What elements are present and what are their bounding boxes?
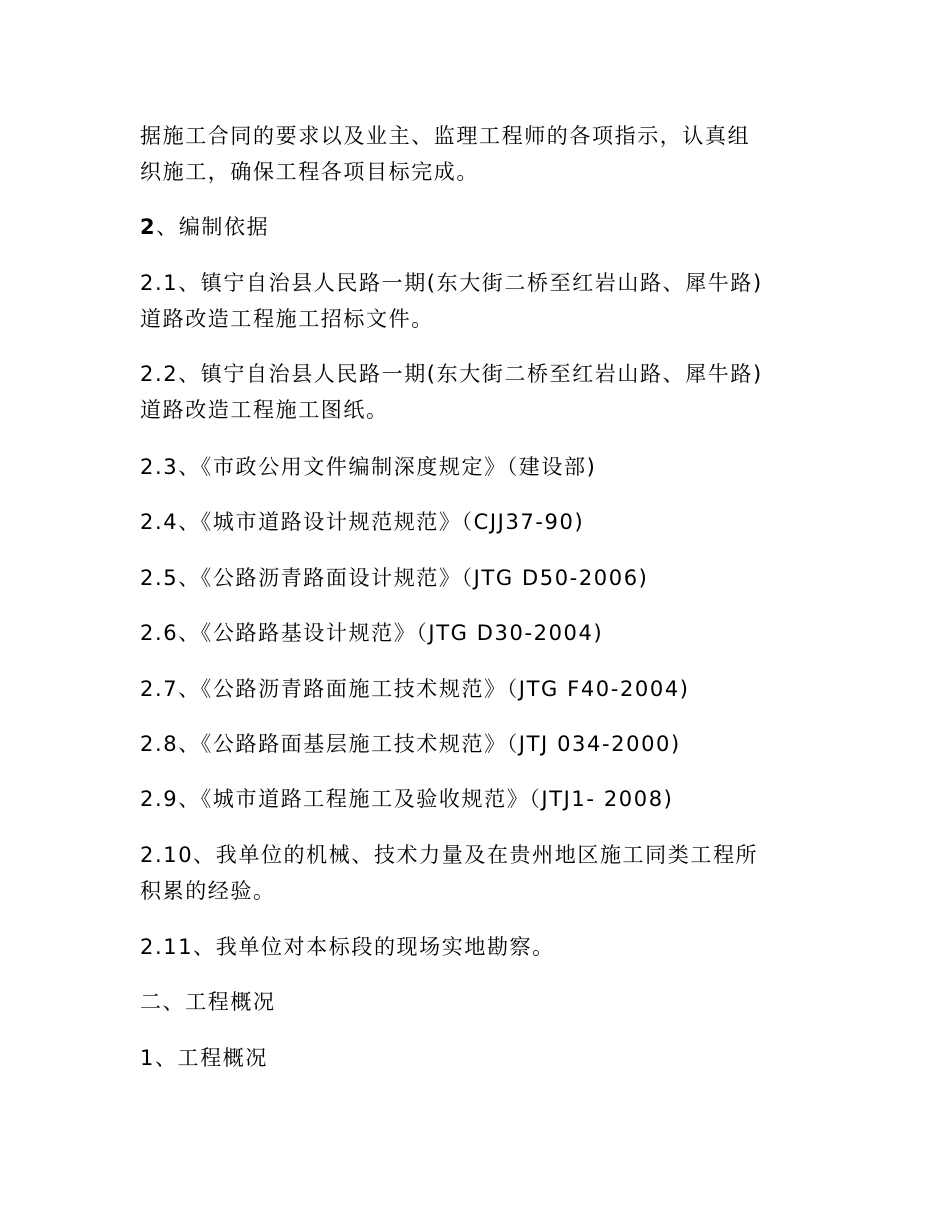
- basis-item-line-1: 2.3、《市政公用文件编制深度规定》（建设部): [140, 455, 597, 479]
- intro-line-1: 据施工合同的要求以及业主、监理工程师的各项指示，认真组: [140, 124, 751, 148]
- basis-item-2-11: [140, 929, 820, 965]
- basis-item-2-7: [140, 671, 820, 707]
- section-number: 2: [140, 215, 157, 239]
- basis-item-2-10: [140, 837, 820, 909]
- section-heading-overview: 1、工程概况: [140, 1046, 268, 1070]
- basis-item-2-9: [140, 781, 820, 817]
- basis-item-line-1: 2.11、我单位对本标段的现场实地勘察。: [140, 935, 555, 959]
- basis-item-line-1: 2.4、《城市道路设计规范规范》（CJJ37-90): [140, 510, 585, 534]
- basis-item-line-2: 道路改造工程施工图纸。: [140, 398, 389, 422]
- basis-item-line-1: 2.8、《公路路面基层施工技术规范》（JTJ 034-2000): [140, 732, 681, 756]
- chapter-heading-overview: 二、工程概况: [140, 990, 276, 1014]
- basis-item-line-2: 道路改造工程施工招标文件。: [140, 307, 434, 331]
- basis-item-line-1: 2.5、《公路沥青路面设计规范》（JTG D50-2006): [140, 566, 649, 590]
- basis-item-2-1: [140, 265, 820, 337]
- basis-item-line-1: 2.10、我单位的机械、技术力量及在贵州地区施工同类工程所: [140, 843, 759, 867]
- section-heading-basis: [140, 209, 820, 245]
- basis-item-line-1: 2.6、《公路路基设计规范》（JTG D30-2004): [140, 621, 604, 645]
- basis-item-line-1: 2.9、《城市道路工程施工及验收规范》（JTJ1- 2008): [140, 787, 674, 811]
- basis-item-line-1: 2.1、镇宁自治县人民路一期(东大街二桥至红岩山路、犀牛路): [140, 271, 763, 295]
- basis-item-2-2: [140, 356, 820, 428]
- basis-item-line-1: 2.7、《公路沥青路面施工技术规范》（JTG F40-2004): [140, 677, 690, 701]
- intro-line-2: 织施工，确保工程各项目标完成。: [140, 160, 479, 184]
- intro-paragraph: [140, 118, 820, 190]
- basis-item-2-5: [140, 560, 820, 596]
- basis-item-line-2: 积累的经验。: [140, 879, 276, 903]
- basis-item-2-3: [140, 449, 820, 485]
- basis-item-line-1: 2.2、镇宁自治县人民路一期(东大街二桥至红岩山路、犀牛路): [140, 362, 763, 386]
- basis-item-2-8: [140, 726, 820, 762]
- basis-item-2-6: [140, 615, 820, 651]
- section-title: 、编制依据: [156, 215, 270, 239]
- basis-item-2-4: [140, 504, 820, 540]
